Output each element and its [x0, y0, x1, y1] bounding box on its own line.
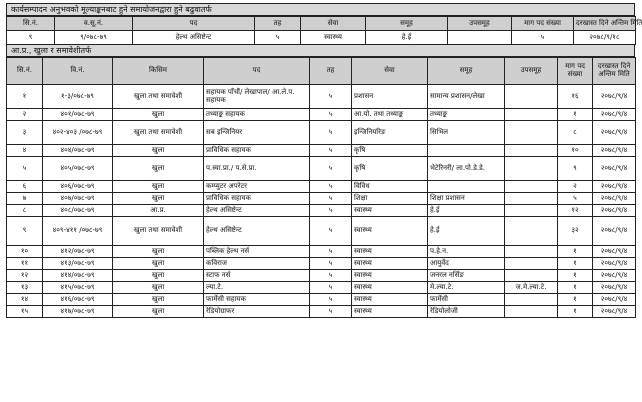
cell-level: ५	[310, 145, 352, 157]
cell-demand: १	[558, 258, 593, 270]
header-cell: पद	[204, 58, 310, 85]
cell-post: सब इन्जिनियर	[204, 121, 310, 145]
table-row	[7, 246, 636, 258]
cell-group: हे.ई	[428, 217, 505, 246]
cell-subgroup	[505, 246, 558, 258]
cell-sn: ११	[7, 258, 43, 270]
cell-deadline: २०७८/९/४	[593, 270, 636, 282]
cell-service: स्वास्थ्य	[352, 270, 428, 282]
header-cell: दरखास्त दिने अन्तिम मिति	[574, 17, 636, 31]
cell-ad-no: ४०१/०७८-७९	[43, 109, 113, 121]
cell-post: प्राविधिक सहायक	[204, 193, 310, 205]
cell-subgroup	[505, 157, 558, 181]
cell-type: खुला	[113, 294, 204, 306]
table-row	[7, 217, 636, 246]
cell-type: खुला तथा समावेशी	[113, 85, 204, 109]
header-cell: माग पद संख्या	[512, 17, 574, 31]
header-cell: उपसमूह	[448, 17, 512, 31]
cell-sn: १२	[7, 270, 43, 282]
cell-level: ५	[310, 217, 352, 246]
cell-subgroup: ज.मे.ल्या.टे.	[505, 282, 558, 294]
cell-type: खुला	[113, 157, 204, 181]
cell-deadline: २०७८/९/१८	[574, 31, 636, 45]
cell-ad-no: ९/०७८-७९	[55, 31, 133, 45]
header-cell: पद	[133, 17, 255, 31]
cell-subgroup	[505, 306, 558, 318]
cell-type: खुला	[113, 258, 204, 270]
cell-subgroup	[505, 294, 558, 306]
cell-type: खुला	[113, 193, 204, 205]
cell-ad-no: ४०५/०७८-७९	[43, 157, 113, 181]
cell-subgroup	[505, 109, 558, 121]
header-cell: व.सू.नं.	[55, 17, 133, 31]
cell-subgroup	[505, 85, 558, 109]
cell-deadline: २०७८/९/४	[593, 282, 636, 294]
table-row	[7, 258, 636, 270]
cell-level: ५	[310, 181, 352, 193]
cell-post: ल्या.टे.	[204, 282, 310, 294]
cell-type: खुला	[113, 246, 204, 258]
cell-group: प.हे.न.	[428, 246, 505, 258]
cell-sn: १	[7, 85, 43, 109]
cell-deadline: २०७८/९/४	[593, 145, 636, 157]
cell-post: हेल्थ असिष्टेन्ट	[133, 31, 255, 45]
cell-deadline: २०७८/९/४	[593, 246, 636, 258]
cell-post: हेल्थ असिष्टेन्ट	[204, 217, 310, 246]
cell-type: खुला	[113, 181, 204, 193]
cell-ad-no: ४०४/०७८-७९	[43, 145, 113, 157]
cell-post: प्राविधिक सहायक	[204, 145, 310, 157]
cell-type: खुला	[113, 145, 204, 157]
vacancy-table	[6, 57, 636, 318]
cell-demand: ३२	[558, 217, 593, 246]
header-cell: तह	[310, 58, 352, 85]
cell-level: ५	[310, 246, 352, 258]
cell-group: भेटेरिनरी/ ला.पो.डे.डे.	[428, 157, 505, 181]
cell-demand: १२	[558, 205, 593, 217]
cell-post: कम्प्युटर अपरेटर	[204, 181, 310, 193]
cell-ad-no: ४०७/०७८-७९	[43, 193, 113, 205]
table-row	[7, 294, 636, 306]
cell-sn: ७	[7, 193, 43, 205]
cell-service: शिक्षा	[352, 193, 428, 205]
cell-deadline: २०७८/९/४	[593, 258, 636, 270]
cell-service: स्वास्थ्य	[352, 205, 428, 217]
cell-service: प्रशासन	[352, 85, 428, 109]
cell-subgroup	[505, 121, 558, 145]
cell-sn: ९	[7, 217, 43, 246]
cell-group: मे.ल्या.टे.	[428, 282, 505, 294]
cell-deadline: २०७८/९/४	[593, 109, 636, 121]
cell-ad-no: ४१४/०७८-७९	[43, 270, 113, 282]
cell-demand: ५	[558, 193, 593, 205]
cell-service: आ.यो. तथा तथ्याङ्क	[352, 109, 428, 121]
cell-deadline: २०७८/९/४	[593, 181, 636, 193]
header-cell: दरखास्त दिने अन्तिम मिति	[593, 58, 636, 85]
header-cell: सि.नं.	[7, 17, 55, 31]
cell-demand: १	[558, 109, 593, 121]
table-row	[7, 193, 636, 205]
cell-group: शिक्षा प्रशासन	[428, 193, 505, 205]
cell-level: ५	[310, 121, 352, 145]
cell-sn: ५	[7, 157, 43, 181]
cell-service: स्वास्थ्य	[301, 31, 366, 45]
promotion-table	[6, 16, 642, 45]
cell-ad-no: ४१३/०७८-७९	[43, 258, 113, 270]
header-cell: समूह	[366, 17, 448, 31]
cell-type: खुला	[113, 270, 204, 282]
cell-deadline: २०७८/९/४	[593, 193, 636, 205]
cell-service: इन्जिनियरिङ	[352, 121, 428, 145]
cell-ad-no: ४०२-४०३ /०७८-७९	[43, 121, 113, 145]
cell-service: स्वास्थ्य	[352, 306, 428, 318]
cell-deadline: २०७८/९/४	[593, 217, 636, 246]
cell-type: आ.प्र.	[113, 205, 204, 217]
section2-title: आ.प्र., खुला र समावेशीतर्फ	[6, 44, 635, 57]
cell-post: पब्लिक हेल्थ नर्स	[204, 246, 310, 258]
cell-post: फार्मेसी सहायक	[204, 294, 310, 306]
table-header-row	[7, 58, 636, 85]
cell-level: ५	[310, 306, 352, 318]
cell-subgroup	[505, 193, 558, 205]
cell-sn: ४	[7, 145, 43, 157]
cell-ad-no: ४१५/०७८-७९	[43, 282, 113, 294]
cell-subgroup	[505, 217, 558, 246]
cell-level: ५	[310, 205, 352, 217]
cell-level: ५	[310, 270, 352, 282]
cell-deadline: २०७८/९/४	[593, 205, 636, 217]
cell-deadline: २०७८/९/४	[593, 85, 636, 109]
header-cell: तह	[255, 17, 301, 31]
table-row	[7, 85, 636, 109]
cell-sn: १०	[7, 246, 43, 258]
cell-sn: ८	[7, 205, 43, 217]
cell-post: सहायक पाँचौं/ लेखापाल/ आ.ले.प. सहायक	[204, 85, 310, 109]
cell-level: ५	[310, 193, 352, 205]
cell-level: ५	[310, 85, 352, 109]
cell-subgroup	[505, 270, 558, 282]
cell-service: स्वास्थ्य	[352, 246, 428, 258]
cell-deadline: २०७८/९/४	[593, 294, 636, 306]
cell-demand: १	[558, 282, 593, 294]
cell-level: ५	[310, 258, 352, 270]
cell-demand: १	[558, 270, 593, 282]
cell-ad-no: ४०६/०७८-७९	[43, 181, 113, 193]
header-cell: उपसमूह	[505, 58, 558, 85]
cell-subgroup	[505, 205, 558, 217]
header-cell: वि.नं.	[43, 58, 113, 85]
cell-post: प.स्वा.प्रा./ प.से.प्रा.	[204, 157, 310, 181]
table-row	[7, 145, 636, 157]
cell-group: हे.ई	[366, 31, 448, 45]
cell-type: खुला	[113, 109, 204, 121]
cell-ad-no: १-३/०७८-७९	[43, 85, 113, 109]
cell-sn: ३	[7, 121, 43, 145]
header-cell: समूह	[428, 58, 505, 85]
cell-deadline: २०७८/९/४	[593, 306, 636, 318]
cell-demand: १	[558, 246, 593, 258]
cell-demand: ८	[558, 121, 593, 145]
cell-demand: ९	[558, 157, 593, 181]
cell-service: कृषि	[352, 157, 428, 181]
cell-subgroup	[505, 145, 558, 157]
cell-group	[428, 181, 505, 193]
cell-ad-no: ४०९-४११ /०७८-७९	[43, 217, 113, 246]
cell-type: खुला तथा समावेशी	[113, 121, 204, 145]
cell-group: फार्मेसी	[428, 294, 505, 306]
cell-subgroup	[505, 181, 558, 193]
table-row	[7, 109, 636, 121]
cell-group: सिभिल	[428, 121, 505, 145]
cell-level: ५	[255, 31, 301, 45]
cell-ad-no: ४१२/०७८-७९	[43, 246, 113, 258]
cell-ad-no: ४१७/०७८-७९	[43, 306, 113, 318]
table-header-row	[7, 17, 636, 31]
cell-type: खुला	[113, 282, 204, 294]
cell-subgroup	[448, 31, 512, 45]
cell-ad-no: ४०८/०७८-७९	[43, 205, 113, 217]
cell-group: जनरल नर्सिङ	[428, 270, 505, 282]
cell-service: स्वास्थ्य	[352, 217, 428, 246]
header-cell: किसिम	[113, 58, 204, 85]
cell-sn: २	[7, 109, 43, 121]
cell-demand: १	[558, 306, 593, 318]
cell-sn: १३	[7, 282, 43, 294]
cell-service: कृषि	[352, 145, 428, 157]
cell-group: तथ्याङ्क	[428, 109, 505, 121]
cell-level: ५	[310, 157, 352, 181]
cell-sn: १४	[7, 294, 43, 306]
table-row	[7, 282, 636, 294]
header-cell: सि.नं.	[7, 58, 43, 85]
cell-demand: १०	[558, 145, 593, 157]
cell-group: आयुर्वेद	[428, 258, 505, 270]
cell-group: हे.ई	[428, 205, 505, 217]
cell-post: हेल्थ असिष्टेन्ट	[204, 205, 310, 217]
cell-service: स्वास्थ्य	[352, 294, 428, 306]
cell-demand: १६	[558, 85, 593, 109]
cell-deadline: २०७८/९/४	[593, 157, 636, 181]
cell-level: ५	[310, 282, 352, 294]
cell-type: खुला	[113, 306, 204, 318]
cell-demand: १	[558, 294, 593, 306]
cell-subgroup	[505, 258, 558, 270]
header-cell: माग पद संख्या	[558, 58, 593, 85]
cell-sn: ६	[7, 181, 43, 193]
cell-post: रेडियोग्राफर	[204, 306, 310, 318]
cell-group: सामान्य प्रशासन/लेखा	[428, 85, 505, 109]
table-row	[7, 121, 636, 145]
cell-level: ५	[310, 294, 352, 306]
table-row	[7, 157, 636, 181]
cell-post: कविराज	[204, 258, 310, 270]
header-cell: सेवा	[352, 58, 428, 85]
cell-demand: २	[558, 181, 593, 193]
cell-sn: ९	[7, 31, 55, 45]
section1-title: कार्यसम्पादन अनुभवको मूल्याङ्कनबाट हुने समायोजनद्वारा हुने बढुवातर्फ	[6, 3, 635, 16]
cell-service: स्वास्थ्य	[352, 282, 428, 294]
table-row	[7, 270, 636, 282]
cell-level: ५	[310, 109, 352, 121]
cell-post: तथ्याङ्क सहायक	[204, 109, 310, 121]
cell-post: स्टाफ नर्स	[204, 270, 310, 282]
table-row	[7, 31, 636, 45]
cell-group	[428, 145, 505, 157]
header-cell: सेवा	[301, 17, 366, 31]
cell-service: स्वास्थ्य	[352, 258, 428, 270]
table-row	[7, 205, 636, 217]
cell-ad-no: ४१६/०७८-७९	[43, 294, 113, 306]
cell-group: रेडियोलोजी	[428, 306, 505, 318]
cell-deadline: २०७८/९/४	[593, 121, 636, 145]
cell-demand: ५	[512, 31, 574, 45]
cell-sn: १५	[7, 306, 43, 318]
cell-service: विविध	[352, 181, 428, 193]
table-row	[7, 306, 636, 318]
table-row	[7, 181, 636, 193]
cell-type: खुला तथा समावेशी	[113, 217, 204, 246]
